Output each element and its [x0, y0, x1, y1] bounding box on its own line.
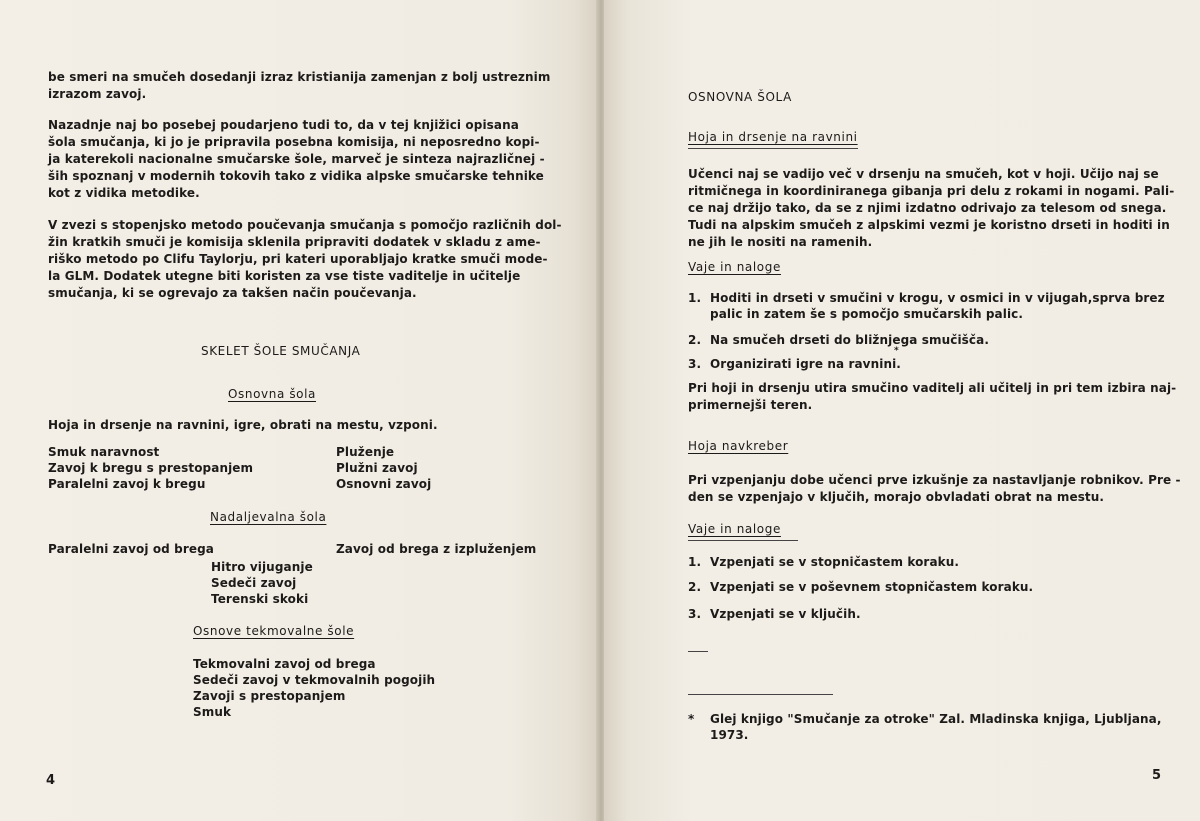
exercise-text: Organizirati igre na ravnini.: [710, 357, 901, 371]
advanced-item: Terenski skoki: [211, 592, 309, 606]
basic-school-line: Hoja in drsenje na ravnini, igre, obrati na mestu, vzponi.: [48, 418, 438, 432]
racing-item: Tekmovalni zavoj od brega: [193, 657, 376, 671]
exercise-text: Vzpenjati se v ključih.: [710, 607, 861, 621]
footnote-line: 1973.: [710, 728, 749, 742]
advanced-item: Hitro vijuganje: [211, 560, 313, 574]
exercise-number: 2.: [688, 580, 702, 594]
para2-line-4: ših spoznanj v modernih tokovih tako z vidika alpske smučarske tehnike: [48, 169, 544, 183]
basic-right-item: Osnovni zavoj: [336, 477, 432, 491]
exercise-text: Vzpenjati se v poševnem stopničastem koraku.: [710, 580, 1034, 594]
advanced-school-heading: Nadaljevalna šola: [210, 510, 327, 524]
footnote-mark: *: [688, 712, 695, 726]
exercise-text: Vzpenjati se v stopničastem koraku.: [710, 555, 960, 569]
para2-line-1: Nazadnje naj bo posebej poudarjeno tudi to, da v tej knjižici opisana: [48, 118, 519, 132]
racing-item: Zavoji s prestopanjem: [193, 689, 346, 703]
section2-heading: Hoja navkreber: [688, 439, 789, 453]
section2-para-line: Pri vzpenjanju dobe učenci prve izkušnje za nastavljanje robnikov. Pre -: [688, 473, 1181, 487]
basic-school-heading: Osnovna šola: [228, 387, 317, 401]
para3-line-5: smučanja, ki se ogrevajo za takšen način poučevanja.: [48, 286, 417, 300]
section1-closing-line: primernejši teren.: [688, 398, 813, 412]
section1-para-line: ce naj držijo tako, da se z njimi izdatno odrivajo za telesom od snega.: [688, 201, 1167, 215]
left-page: [0, 0, 598, 821]
basic-left-item: Paralelni zavoj k bregu: [48, 477, 206, 491]
footnote-line: Glej knjigo "Smučanje za otroke" Zal. Mladinska knjiga, Ljubljana,: [710, 712, 1162, 726]
footnote-rule: [688, 694, 833, 695]
page-number-right: 5: [1152, 768, 1162, 783]
section1-closing-line: Pri hoji in drsenju utira smučino vaditelj ali učitelj in pri tem izbira naj-: [688, 381, 1177, 395]
section1-exercises-heading: Vaje in naloge: [688, 260, 781, 274]
heading-rule: [688, 540, 798, 541]
section1-para-line: Učenci naj se vadijo več v drsenju na smučeh, kot v hoji. Učijo naj se: [688, 167, 1159, 181]
racing-school-heading: Osnove tekmovalne šole: [193, 624, 355, 638]
racing-item: Sedeči zavoj v tekmovalnih pogojih: [193, 673, 436, 687]
section1-para-line: ne jih le nositi na ramenih.: [688, 235, 873, 249]
para3-line-4: la GLM. Dodatek utegne biti koristen za vse tiste vaditelje in učitelje: [48, 269, 521, 283]
basic-right-item: Plužni zavoj: [336, 461, 418, 475]
exercise-number: 3.: [688, 357, 702, 371]
dash-mark: [688, 651, 708, 652]
heading-rule: [688, 148, 858, 149]
para3-line-1: V zvezi s stopenjsko metodo poučevanja smučanja s pomočjo različnih dol-: [48, 218, 562, 232]
section1-heading: Hoja in drsenje na ravnini: [688, 130, 858, 144]
exercise-text: Hoditi in drseti v smučini v krogu, v osmici in v vijugah,sprva brez: [710, 291, 1165, 305]
exercise-text: palic in zatem še s pomočjo smučarskih palic.: [710, 307, 1024, 321]
exercise-text: Na smučeh drseti do bližnjega smučišča.: [710, 333, 989, 347]
para2-line-5: kot z vidika metodike.: [48, 186, 200, 200]
section1-para-line: Tudi na alpskim smučeh z alpskimi vezmi je koristno drseti in hoditi in: [688, 218, 1170, 232]
footnote-marker: *: [894, 346, 899, 356]
advanced-right: Zavoj od brega z izpluženjem: [336, 542, 537, 556]
advanced-left: Paralelni zavoj od brega: [48, 542, 214, 556]
section1-para-line: ritmičnega in koordiniranega gibanja pri delu z rokami in nogami. Pali-: [688, 184, 1175, 198]
para1-line-1: be smeri na smučeh dosedanji izraz kristianija zamenjan z bolj ustreznim: [48, 70, 551, 84]
exercise-number: 2.: [688, 333, 702, 347]
para3-line-2: žin kratkih smuči je komisija sklenila pripraviti dodatek v skladu z ame-: [48, 235, 541, 249]
basic-left-item: Smuk naravnost: [48, 445, 160, 459]
basic-left-item: Zavoj k bregu s prestopanjem: [48, 461, 254, 475]
para1-line-2: izrazom zavoj.: [48, 87, 147, 101]
skeleton-title: SKELET ŠOLE SMUČANJA: [201, 344, 361, 358]
advanced-item: Sedeči zavoj: [211, 576, 297, 590]
racing-item: Smuk: [193, 705, 232, 719]
right-page: [604, 0, 1200, 821]
para3-line-3: riško metodo po Clifu Taylorju, pri kateri uporabljajo kratke smuči mode-: [48, 252, 548, 266]
exercise-number: 1.: [688, 291, 702, 305]
exercise-number: 1.: [688, 555, 702, 569]
para2-line-2: šola smučanja, ki jo je pripravila posebna komisija, ni neposredno kopi-: [48, 135, 540, 149]
page-number-left: 4: [46, 773, 56, 788]
basic-right-item: Pluženje: [336, 445, 395, 459]
section2-para-line: den se vzpenjajo v ključih, morajo obvladati obrat na mestu.: [688, 490, 1105, 504]
right-page-title: OSNOVNA ŠOLA: [688, 90, 792, 104]
section2-exercises-heading: Vaje in naloge: [688, 522, 781, 536]
para2-line-3: ja katerekoli nacionalne smučarske šole, marveč je sinteza najrazličnej -: [48, 152, 545, 166]
exercise-number: 3.: [688, 607, 702, 621]
